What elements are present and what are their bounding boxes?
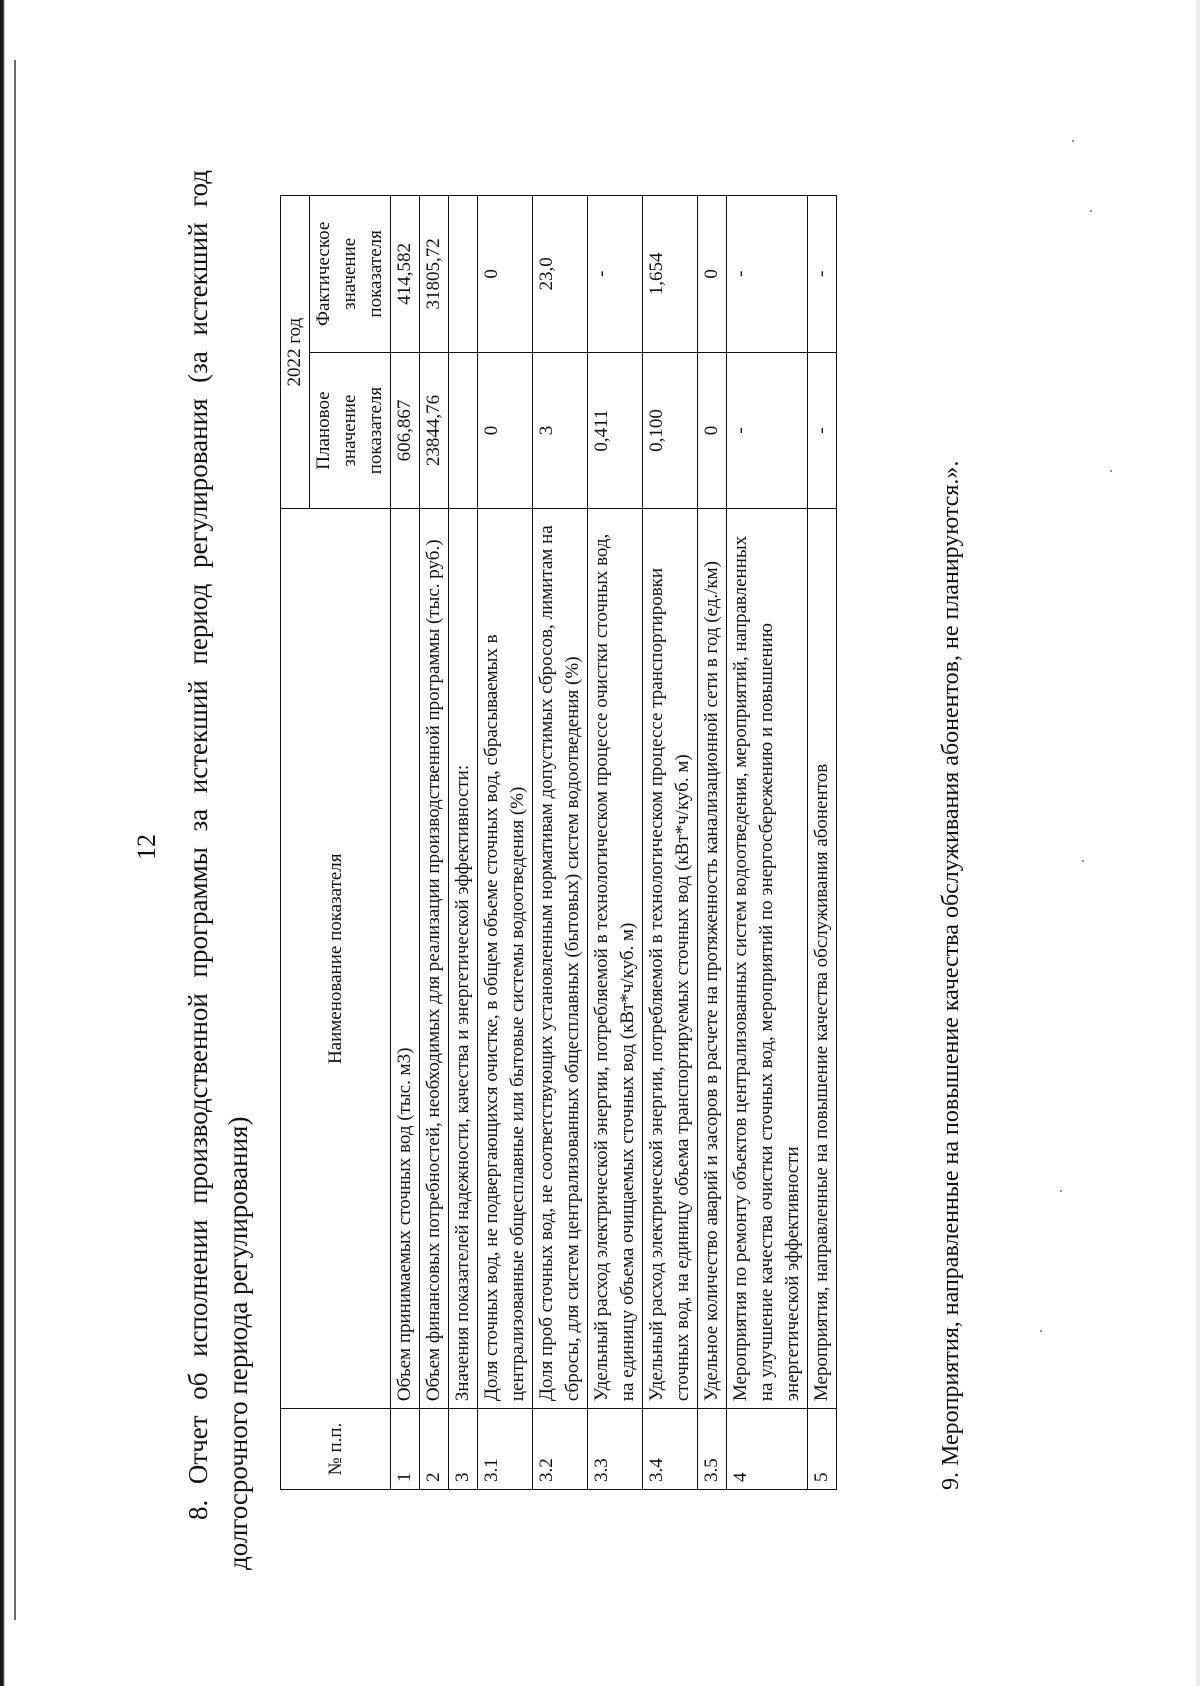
scan-speck <box>1060 1190 1062 1192</box>
table-row <box>391 196 420 1490</box>
row-number-cell: 3.2 <box>533 1409 588 1490</box>
row-plan-cell: 0 <box>698 352 727 509</box>
row-fact-cell <box>449 196 478 353</box>
section-heading <box>178 170 258 1570</box>
table-row <box>588 196 643 1490</box>
scan-edge <box>1196 0 1200 1686</box>
table-row <box>698 196 727 1490</box>
row-name-cell: Удельный расход электрической энергии, потребляемой в технологическом процессе транспортировки сточных вод, на единицу объема транспортируемых сточных вод (кВт*ч/куб. м) <box>643 509 698 1409</box>
row-name-cell: Доля проб сточных вод, не соответствующих установленным нормативам допустимых сбросов, лимитам на сбросы, для систем централизованных общесплавных (бытовых) систем водоотведения (%) <box>533 509 588 1409</box>
scan-speck <box>1090 210 1092 212</box>
scan-speck <box>1110 470 1112 472</box>
table-row <box>727 196 808 1490</box>
row-number-cell: 3.4 <box>643 1409 698 1490</box>
row-number-cell: 1 <box>391 1409 420 1490</box>
table-row <box>643 196 698 1490</box>
page-number: 12 <box>132 834 161 860</box>
row-name-cell: Мероприятия, направленные на повышение качества обслуживания абонентов <box>808 509 837 1409</box>
row-name-cell: Значения показателей надежности, качества и энергетической эффективности: <box>449 509 478 1409</box>
row-number-cell: 3.1 <box>478 1409 533 1490</box>
row-fact-cell: 0 <box>478 196 533 353</box>
table-header-row <box>281 196 310 1490</box>
row-plan-cell: 0,411 <box>588 352 643 509</box>
row-name-cell: Удельный расход электрической энергии, потребляемой в технологическом процессе очистки сточных вод, на единицу объема очищаемых сточных вод (кВт*ч/куб. м) <box>588 509 643 1409</box>
row-fact-cell: 0 <box>698 196 727 353</box>
table-row <box>449 196 478 1490</box>
row-number-cell: 5 <box>808 1409 837 1490</box>
header-num: № п.п. <box>281 1409 391 1490</box>
table-row <box>420 196 449 1490</box>
row-name-cell: Удельное количество аварий и засоров в расчете на протяженность канализационной сети в год (ед./км) <box>698 509 727 1409</box>
scan-speck <box>1082 860 1084 862</box>
table-body <box>391 196 837 1490</box>
header-plan: Плановое значение показателя <box>310 352 391 509</box>
row-fact-cell: - <box>727 196 808 353</box>
row-plan-cell: - <box>808 352 837 509</box>
row-number-cell: 4 <box>727 1409 808 1490</box>
row-plan-cell: 23844,76 <box>420 352 449 509</box>
row-fact-cell: 414,582 <box>391 196 420 353</box>
scan-edge-line <box>14 60 16 1620</box>
row-fact-cell: 1,654 <box>643 196 698 353</box>
row-fact-cell: 31805,72 <box>420 196 449 353</box>
report-table <box>280 195 837 1490</box>
row-plan-cell: 606,867 <box>391 352 420 509</box>
row-fact-cell: 23,0 <box>533 196 588 353</box>
row-fact-cell: - <box>588 196 643 353</box>
table-row <box>533 196 588 1490</box>
row-plan-cell <box>449 352 478 509</box>
row-plan-cell: 0,100 <box>643 352 698 509</box>
heading-line-2: долгосрочного периода регулирования) <box>223 1116 253 1570</box>
row-plan-cell: - <box>727 352 808 509</box>
heading-line-1: 8. Отчет об исполнении производственной программы за истекший период регулирования (за истекший год <box>183 170 213 1520</box>
row-name-cell: Мероприятия по ремонту объектов централизованных систем водоотведения, мероприятий, направленных на улучшение качества очистки сточных вод, мероприятий по энергосбережению и повышению энергетической эффективности <box>727 509 808 1409</box>
row-name-cell: Доля сточных вод, не подвергающихся очистке, в общем объеме сточных вод, сбрасываемых в централизованные общесплавные или бытовые системы водоотведения (%) <box>478 509 533 1409</box>
row-number-cell: 3 <box>449 1409 478 1490</box>
scan-speck <box>1072 140 1074 142</box>
row-number-cell: 2 <box>420 1409 449 1490</box>
row-number-cell: 3.5 <box>698 1409 727 1490</box>
header-year: 2022 год <box>281 196 310 509</box>
row-name-cell: Объем принимаемых сточных вод (тыс. м3) <box>391 509 420 1409</box>
scan-edge <box>0 0 5 1686</box>
row-name-cell: Объем финансовых потребностей, необходимых для реализации производственной программы (тыс. руб.) <box>420 509 449 1409</box>
row-plan-cell: 3 <box>533 352 588 509</box>
table-row <box>478 196 533 1490</box>
table-row <box>808 196 837 1490</box>
row-plan-cell: 0 <box>478 352 533 509</box>
header-fact: Фактическое значение показателя <box>310 196 391 353</box>
footer-note: 9. Мероприятия, направленные на повышение качества обслуживания абонентов, не планируются.». <box>938 460 964 1490</box>
rotated-page <box>80 60 1120 1640</box>
scan-speck <box>1040 1330 1042 1332</box>
row-number-cell: 3.3 <box>588 1409 643 1490</box>
row-fact-cell: - <box>808 196 837 353</box>
header-name: Наименование показателя <box>281 509 391 1409</box>
